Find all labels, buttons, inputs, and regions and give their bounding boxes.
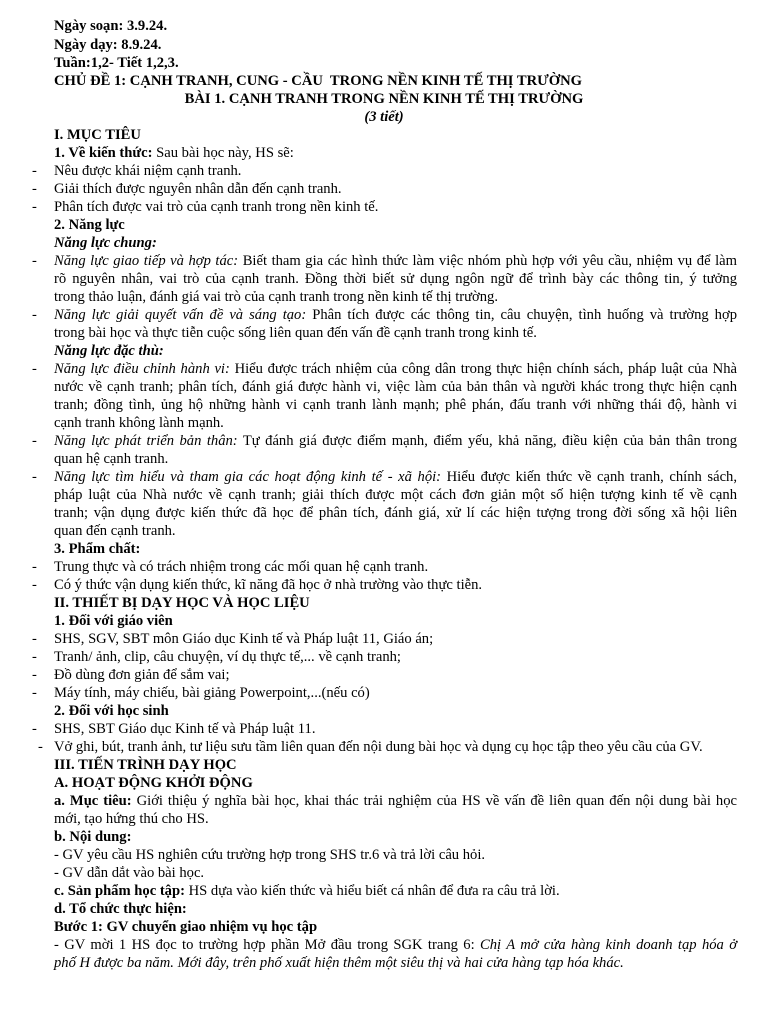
list-bullet: - <box>32 685 37 701</box>
behavior-competency-line: cạnh tranh không lành mạnh. <box>54 415 224 431</box>
list-bullet: - <box>32 649 37 665</box>
list-bullet: - <box>32 721 37 737</box>
qualities-heading: 3. Phẩm chất: <box>54 541 141 557</box>
content-item: - GV yêu cầu HS nghiên cứu trường hợp trong SHS tr.6 và trả lời câu hỏi. <box>54 847 486 863</box>
content-item: - GV dẫn dắt vào bài học. <box>54 865 205 881</box>
knowledge-item: Giải thích được nguyên nhân dẫn đến cạnh tranh. <box>54 181 342 197</box>
communication-competency-line: rõ nguyên nhân, vai trò của cạnh tranh. Đồng thời biết sử dụng ngôn ngữ để trình bày các thông tin, ý tưởng <box>54 271 737 287</box>
step-1-quote-line: phố H được ba năm. Mới đây, trên phố xuất hiện thêm một siêu thị và hai cửa hàng tạp hóa khác. <box>54 955 624 971</box>
competency-heading: 2. Năng lực <box>54 217 125 233</box>
list-bullet: - <box>32 181 37 197</box>
teacher-material-item: Đồ dùng đơn giản để sắm vai; <box>54 667 230 683</box>
list-bullet: - <box>32 433 37 449</box>
list-bullet: - <box>32 469 37 485</box>
list-bullet: - <box>32 559 37 575</box>
product-line: c. Sản phẩm học tập: HS dựa vào kiến thức và hiểu biết cá nhân để đưa ra câu trả lời. <box>54 883 560 899</box>
behavior-competency-line: tranh; đồng tình, ủng hộ những hành vi cạnh tranh lành mạnh; phê phán, đấu tranh với những thái độ, hành vi <box>54 397 737 413</box>
teaching-date: Ngày dạy: 8.9.24. <box>54 37 162 53</box>
lesson-title: BÀI 1. CẠNH TRANH TRONG NỀN KINH TẾ THỊ TRƯỜNG <box>184 91 584 107</box>
step-1-heading: Bước 1: GV chuyển giao nhiệm vụ học tập <box>54 919 318 935</box>
economic-competency-line: quan đến cạnh tranh. <box>54 523 176 539</box>
list-bullet: - <box>32 199 37 215</box>
teacher-material-item: Máy tính, máy chiếu, bài giảng Powerpoint,...(nếu có) <box>54 685 370 701</box>
economic-competency-line: tranh; vận dụng được kiến thức đã học để phân tích, đánh giá, xử lí các hiện tượng trong đời sống xã hội liên <box>54 505 737 521</box>
section-process-heading: III. TIẾN TRÌNH DẠY HỌC <box>54 757 237 773</box>
list-bullet: - <box>32 163 37 179</box>
list-bullet: - <box>32 631 37 647</box>
teacher-materials-heading: 1. Đối với giáo viên <box>54 613 173 629</box>
preparation-date: Ngày soạn: 3.9.24. <box>54 18 168 34</box>
topic-title: CHỦ ĐỀ 1: CẠNH TRANH, CUNG - CẦU TRONG NỀN KINH TẾ THỊ TRƯỜNG <box>54 73 582 89</box>
student-material-item: SHS, SBT Giáo dục Kinh tế và Pháp luật 11. <box>54 721 316 737</box>
communication-competency-line: Năng lực giao tiếp và hợp tác: Biết tham gia các hình thức làm việc nhóm phù hợp với yêu cầu, nhiệm vụ để làm <box>54 253 737 269</box>
problem-solving-competency-line: Năng lực giải quyết vấn đề và sáng tạo: Phân tích được các thông tin, câu chuyện, tình huống và trường hợp <box>54 307 737 323</box>
organization-heading: d. Tổ chức thực hiện: <box>54 901 187 917</box>
teacher-material-item: Tranh/ ảnh, clip, câu chuyện, ví dụ thực tế,... về cạnh tranh; <box>54 649 401 665</box>
section-equipment-heading: II. THIẾT BỊ DẠY HỌC VÀ HỌC LIỆU <box>54 595 310 611</box>
objective-line: mới, tạo hứng thú cho HS. <box>54 811 209 827</box>
behavior-competency-line: nước về cạnh tranh; phân tích, đánh giá được hành vi, việc làm của bản thân và người khác trong thực hiện cạnh <box>54 379 737 395</box>
student-materials-heading: 2. Đối với học sinh <box>54 703 169 719</box>
quality-item: Trung thực và có trách nhiệm trong các mối quan hệ cạnh tranh. <box>54 559 429 575</box>
content-heading: b. Nội dung: <box>54 829 132 845</box>
section-objectives-heading: I. MỤC TIÊU <box>54 127 141 143</box>
behavior-competency-line: Năng lực điều chỉnh hành vi: Hiểu được trách nhiệm của công dân trong thực hiện chính sách, pháp luật của Nhà <box>54 361 737 377</box>
step-1-line: - GV mời 1 HS đọc to trường hợp phần Mở đầu trong SGK trang 6: Chị A mở cửa hàng kinh doanh tạp hóa ở <box>54 937 738 953</box>
self-development-competency-line: Năng lực phát triển bản thân: Tự đánh giá được điểm mạnh, điểm yếu, khả năng, điều kiện của bản thân trong <box>54 433 738 449</box>
general-competency-heading: Năng lực chung: <box>54 235 157 251</box>
list-bullet: - <box>38 739 43 755</box>
economic-competency-line: pháp luật của Nhà nước về cạnh tranh; giải thích được một cách đơn giản một số hiện tượng kinh tế về cạnh <box>54 487 737 503</box>
teacher-material-item: SHS, SGV, SBT môn Giáo dục Kinh tế và Pháp luật 11, Giáo án; <box>54 631 434 647</box>
list-bullet: - <box>32 361 37 377</box>
list-bullet: - <box>32 307 37 323</box>
self-development-competency-line: quan hệ cạnh tranh. <box>54 451 169 467</box>
knowledge-item: Nêu được khái niệm cạnh tranh. <box>54 163 242 179</box>
knowledge-item: Phân tích được vai trò của cạnh tranh trong nền kinh tế. <box>54 199 379 215</box>
problem-solving-competency-line: trong bài học và thực tiễn cuộc sống liên quan đến vấn đề cạnh tranh trong kinh tế. <box>54 325 537 341</box>
communication-competency-line: trong thảo luận, đánh giá vai trò của cạnh tranh trong nền kinh tế thị trường. <box>54 289 498 305</box>
objective-line: a. Mục tiêu: Giới thiệu ý nghĩa bài học, khai thác trải nghiệm của HS về vấn đề liên quan đến nội dung bài học <box>54 793 737 809</box>
list-bullet: - <box>32 667 37 683</box>
quality-item: Có ý thức vận dụng kiến thức, kĩ năng đã học ở nhà trường vào thực tiễn. <box>54 577 483 593</box>
specific-competency-heading: Năng lực đặc thù: <box>54 343 164 359</box>
warmup-activity-heading: A. HOẠT ĐỘNG KHỞI ĐỘNG <box>54 775 253 791</box>
lesson-duration: (3 tiết) <box>364 109 404 125</box>
knowledge-intro: 1. Về kiến thức: Sau bài học này, HS sẽ: <box>54 145 294 161</box>
economic-competency-line: Năng lực tìm hiểu và tham gia các hoạt động kinh tế - xã hội: Hiểu được kiến thức về cạnh tranh, chính sách, <box>54 469 737 485</box>
list-bullet: - <box>32 253 37 269</box>
week-period: Tuần:1,2- Tiết 1,2,3. <box>54 55 179 71</box>
student-material-item: Vở ghi, bút, tranh ảnh, tư liệu sưu tầm liên quan đến nội dung bài học và dụng cụ học tập theo yêu cầu của GV. <box>54 739 703 755</box>
list-bullet: - <box>32 577 37 593</box>
